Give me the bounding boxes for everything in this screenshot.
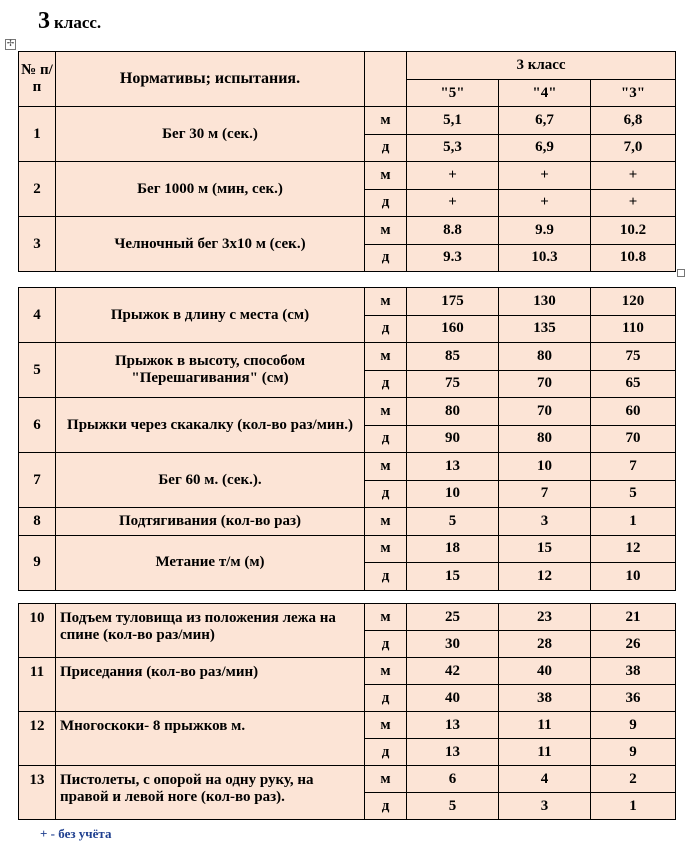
sex-cell: м xyxy=(365,453,407,481)
sex-cell: м xyxy=(365,162,407,190)
grade-4-cell: 9.9 xyxy=(499,217,591,245)
grade-5-cell: 80 xyxy=(407,398,499,426)
row-number: 7 xyxy=(19,453,56,508)
grade-4-cell: 7 xyxy=(499,480,591,508)
row-number: 9 xyxy=(19,535,56,590)
grade-5-cell: 9.3 xyxy=(407,244,499,272)
grade-5-cell: 25 xyxy=(407,604,499,631)
grade-3-cell: 12 xyxy=(591,535,676,563)
grade-3-cell: 65 xyxy=(591,370,676,398)
row-number: 6 xyxy=(19,398,56,453)
sex-cell: м xyxy=(365,508,407,536)
grade-5-cell: 18 xyxy=(407,535,499,563)
table-row xyxy=(19,343,676,371)
grade-3-cell: 26 xyxy=(591,631,676,658)
grade-4-cell: 4 xyxy=(499,766,591,793)
grade-5-cell: 8.8 xyxy=(407,217,499,245)
grade-4-cell: 12 xyxy=(499,563,591,591)
sex-cell: д xyxy=(365,189,407,217)
grade-3-cell: + xyxy=(591,189,676,217)
grade-5-cell: 175 xyxy=(407,288,499,316)
grade-4-cell: 10 xyxy=(499,453,591,481)
sex-cell: м xyxy=(365,343,407,371)
grade-5-cell: 42 xyxy=(407,658,499,685)
grade-3-cell: 36 xyxy=(591,685,676,712)
move-icon[interactable]: ✢ xyxy=(6,39,15,49)
test-name: Метание т/м (м) xyxy=(56,535,365,590)
sex-cell: м xyxy=(365,398,407,426)
row-number: 12 xyxy=(19,712,56,766)
sex-cell: м xyxy=(365,288,407,316)
grade-3-cell: 10 xyxy=(591,563,676,591)
grade-4-cell: 70 xyxy=(499,398,591,426)
grade-3-cell: + xyxy=(591,162,676,190)
test-name: Бег 60 м. (сек.). xyxy=(56,453,365,508)
table-row xyxy=(19,712,676,739)
grade-4-cell: 80 xyxy=(499,425,591,453)
table-row xyxy=(19,604,676,631)
grade-4-cell: 23 xyxy=(499,604,591,631)
grade-4-cell: 11 xyxy=(499,712,591,739)
sex-cell: м xyxy=(365,712,407,739)
grade-4-cell: 6,7 xyxy=(499,107,591,135)
grade-3-cell: 7,0 xyxy=(591,134,676,162)
row-number: 2 xyxy=(19,162,56,217)
test-name: Подтягивания (кол-во раз) xyxy=(56,508,365,536)
test-name: Прыжок в длину с места (см) xyxy=(56,288,365,343)
test-name: Пистолеты, с опорой на одну руку, на правой и левой ноге (кол-во раз). xyxy=(56,766,365,820)
grade-5-cell: 13 xyxy=(407,453,499,481)
footnote: + - без учёта xyxy=(40,826,112,841)
header-grade-3: "3" xyxy=(591,80,676,107)
grade-4-cell: 15 xyxy=(499,535,591,563)
grade-5-cell: + xyxy=(407,162,499,190)
sex-cell: м xyxy=(365,658,407,685)
grade-5-cell: 5 xyxy=(407,508,499,536)
sex-cell: д xyxy=(365,244,407,272)
sex-cell: д xyxy=(365,563,407,591)
sex-cell: м xyxy=(365,107,407,135)
table-row xyxy=(19,508,676,536)
sex-cell: д xyxy=(365,631,407,658)
test-name: Многоскоки- 8 прыжков м. xyxy=(56,712,365,766)
grade-5-cell: 13 xyxy=(407,712,499,739)
grade-3-cell: 2 xyxy=(591,766,676,793)
test-name: Приседания (кол-во раз/мин) xyxy=(56,658,365,712)
grade-4-cell: 10.3 xyxy=(499,244,591,272)
grade-3-cell: 9 xyxy=(591,712,676,739)
sex-cell: м xyxy=(365,766,407,793)
row-number: 1 xyxy=(19,107,56,162)
row-number: 3 xyxy=(19,217,56,272)
grade-3-cell: 7 xyxy=(591,453,676,481)
header-grade-5: "5" xyxy=(407,80,499,107)
grade-4-cell: + xyxy=(499,162,591,190)
table-row xyxy=(19,453,676,481)
grade-5-cell: 30 xyxy=(407,631,499,658)
grade-5-cell: 40 xyxy=(407,685,499,712)
row-number: 8 xyxy=(19,508,56,536)
row-number: 10 xyxy=(19,604,56,658)
grade-5-cell: 6 xyxy=(407,766,499,793)
test-name: Подъем туловища из положения лежа на спине (кол-во раз/мин) xyxy=(56,604,365,658)
sex-cell: д xyxy=(365,685,407,712)
header-sex xyxy=(365,52,407,107)
grade-4-cell: 11 xyxy=(499,739,591,766)
resize-icon[interactable] xyxy=(677,269,685,277)
grade-3-cell: 21 xyxy=(591,604,676,631)
grade-5-cell: + xyxy=(407,189,499,217)
header-group: 3 класс xyxy=(407,52,676,80)
grade-4-cell: 130 xyxy=(499,288,591,316)
grade-3-cell: 60 xyxy=(591,398,676,426)
page-title-number: 3 xyxy=(38,8,50,34)
table-row xyxy=(19,535,676,563)
row-number: 11 xyxy=(19,658,56,712)
row-number: 4 xyxy=(19,288,56,343)
grade-4-cell: 40 xyxy=(499,658,591,685)
sex-cell: д xyxy=(365,793,407,820)
page-title-text: класс. xyxy=(54,13,102,32)
table-row xyxy=(19,766,676,793)
grade-5-cell: 75 xyxy=(407,370,499,398)
grade-4-cell: 135 xyxy=(499,315,591,343)
row-number: 13 xyxy=(19,766,56,820)
table-row xyxy=(19,658,676,685)
table-row xyxy=(19,107,676,135)
test-name: Бег 30 м (сек.) xyxy=(56,107,365,162)
norms-table-2 xyxy=(18,287,676,591)
grade-4-cell: 28 xyxy=(499,631,591,658)
norms-table-3 xyxy=(18,603,676,820)
header-number: № п/п xyxy=(19,52,56,107)
header-grade-4: "4" xyxy=(499,80,591,107)
table-row xyxy=(19,398,676,426)
grade-3-cell: 1 xyxy=(591,508,676,536)
grade-3-cell: 75 xyxy=(591,343,676,371)
grade-5-cell: 10 xyxy=(407,480,499,508)
grade-4-cell: 3 xyxy=(499,508,591,536)
grade-4-cell: + xyxy=(499,189,591,217)
grade-3-cell: 10.8 xyxy=(591,244,676,272)
sex-cell: д xyxy=(365,370,407,398)
grade-4-cell: 6,9 xyxy=(499,134,591,162)
grade-5-cell: 90 xyxy=(407,425,499,453)
header-test: Нормативы; испытания. xyxy=(56,52,365,107)
grade-3-cell: 120 xyxy=(591,288,676,316)
sex-cell: м xyxy=(365,535,407,563)
page-title xyxy=(38,8,101,35)
sex-cell: м xyxy=(365,217,407,245)
table-row xyxy=(19,162,676,190)
grade-5-cell: 160 xyxy=(407,315,499,343)
grade-5-cell: 5,3 xyxy=(407,134,499,162)
grade-3-cell: 10.2 xyxy=(591,217,676,245)
grade-4-cell: 70 xyxy=(499,370,591,398)
sex-cell: д xyxy=(365,134,407,162)
table-row xyxy=(19,217,676,245)
test-name: Бег 1000 м (мин, сек.) xyxy=(56,162,365,217)
grade-3-cell: 5 xyxy=(591,480,676,508)
sex-cell: д xyxy=(365,739,407,766)
test-name: Челночный бег 3х10 м (сек.) xyxy=(56,217,365,272)
norms-table-1 xyxy=(18,51,676,272)
grade-5-cell: 13 xyxy=(407,739,499,766)
sex-cell: д xyxy=(365,315,407,343)
grade-3-cell: 9 xyxy=(591,739,676,766)
sex-cell: д xyxy=(365,480,407,508)
grade-5-cell: 5 xyxy=(407,793,499,820)
sex-cell: м xyxy=(365,604,407,631)
grade-4-cell: 38 xyxy=(499,685,591,712)
grade-3-cell: 6,8 xyxy=(591,107,676,135)
test-name: Прыжки через скакалку (кол-во раз/мин.) xyxy=(56,398,365,453)
grade-5-cell: 15 xyxy=(407,563,499,591)
sex-cell: д xyxy=(365,425,407,453)
test-name: Прыжок в высоту, способом "Перешагивания" (см) xyxy=(56,343,365,398)
table-row xyxy=(19,288,676,316)
grade-3-cell: 38 xyxy=(591,658,676,685)
grade-4-cell: 3 xyxy=(499,793,591,820)
grade-3-cell: 110 xyxy=(591,315,676,343)
grade-3-cell: 70 xyxy=(591,425,676,453)
grade-3-cell: 1 xyxy=(591,793,676,820)
grade-5-cell: 85 xyxy=(407,343,499,371)
grade-4-cell: 80 xyxy=(499,343,591,371)
grade-5-cell: 5,1 xyxy=(407,107,499,135)
row-number: 5 xyxy=(19,343,56,398)
